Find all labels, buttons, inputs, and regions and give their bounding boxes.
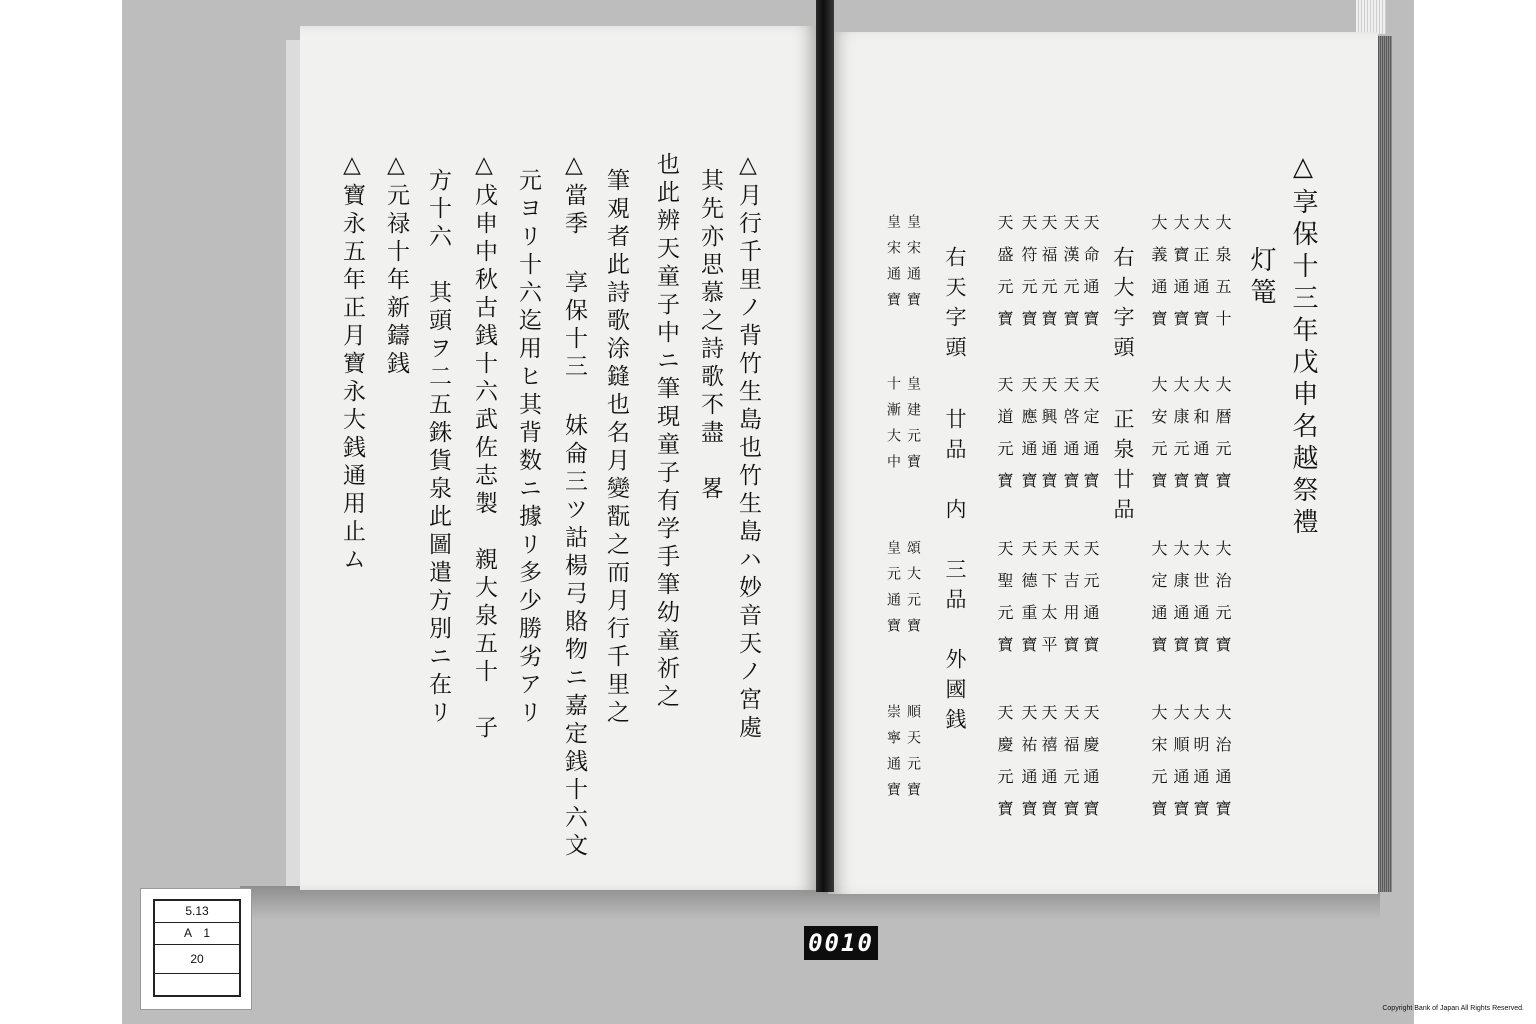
coin-5a: 大寶通寶: [1171, 214, 1190, 342]
catalog-card-line3: 20: [155, 945, 239, 974]
coin-t8a: 天禧通寶: [1039, 704, 1058, 832]
coin-t4a: 天慶通寶: [1081, 704, 1100, 832]
coin-k2a: 皇建元寶: [905, 376, 921, 480]
coin-t8b: 天祐通寶: [1019, 704, 1038, 832]
coin-7a: 大康通寶: [1171, 540, 1190, 668]
coin-t7a: 天下太平: [1039, 540, 1058, 668]
coin-6b: 大安元寶: [1149, 376, 1168, 504]
left-col-6: 元ヨリ十六迄用ヒ其背数ニ據リ多少勝劣アリ: [515, 168, 541, 728]
left-col-3: 筆覌者此詩歌涂鏠也名月變翫之而月行千里之: [603, 168, 629, 728]
coin-t10: 天道元寶: [995, 376, 1014, 504]
coin-1b: 大正通寶: [1191, 214, 1210, 342]
coin-t6b: 天應通寶: [1019, 376, 1038, 504]
copyright-notice: Copyright Bank of Japan All Rights Reserved.: [1382, 1005, 1524, 1012]
left-col-10: △寶永五年正月寶永大銭通用止ム: [339, 152, 365, 575]
left-col-5: △當季 享保十三 妹侖三ツ詁楊弓賂物ニ嘉定銭十六文: [561, 152, 587, 861]
coin-7b: 大定通寶: [1149, 540, 1168, 668]
coin-t5b: 天符元寶: [1019, 214, 1038, 342]
coin-t5a: 天福元寶: [1039, 214, 1058, 342]
coin-t9: 天盛元寶: [995, 214, 1014, 342]
left-col-2: 也此辨天童子中ニ筆現童子有学手筆幼童祈之: [653, 152, 679, 712]
catalog-card-line1: 5.13: [155, 901, 239, 923]
coin-t3a: 天元通寶: [1081, 540, 1100, 668]
coin-5b: 大義通寶: [1149, 214, 1168, 342]
coin-2b: 大和通寶: [1191, 376, 1210, 504]
coin-t7b: 天德重寶: [1019, 540, 1038, 668]
left-col-9: △元禄十年新鑄銭: [383, 152, 409, 379]
coin-k2b: 十漸大中: [885, 376, 901, 480]
coin-t2b: 天啓通寶: [1061, 376, 1080, 504]
frame-number: 0010: [804, 926, 878, 960]
coin-t1a: 天命通寶: [1081, 214, 1100, 342]
heading-daijito: 右大字頭: [1111, 246, 1135, 366]
catalog-card: [140, 888, 252, 1010]
coin-k3b: 皇元通寶: [885, 540, 901, 644]
heading-tenjito-sub: 廿品 内 三品 外國銭: [943, 408, 967, 738]
coin-1a: 大泉五十: [1213, 214, 1232, 342]
catalog-card-frame: [153, 899, 241, 997]
page-edge-top: [1356, 0, 1386, 34]
coin-t3b: 天吉用寶: [1061, 540, 1080, 668]
coin-t12: 天慶元寶: [995, 704, 1014, 832]
coin-6a: 大康元寶: [1171, 376, 1190, 504]
coin-t1b: 天漢元寶: [1061, 214, 1080, 342]
coin-4b: 大明通寶: [1191, 704, 1210, 832]
coin-t11: 天聖元寶: [995, 540, 1014, 668]
heading-tenjito: 右天字頭: [943, 246, 967, 366]
coin-k3a: 頌大元寶: [905, 540, 921, 644]
heading-seisen: 正泉廿品: [1111, 408, 1135, 528]
coin-8b: 大宋元寶: [1149, 704, 1168, 832]
catalog-card-blank: [155, 974, 239, 995]
coin-8a: 大順通寶: [1171, 704, 1190, 832]
right-page-title: △享保十三年戊申名越祭禮: [1288, 152, 1318, 540]
coin-3a: 大治元寶: [1213, 540, 1232, 668]
coin-t2a: 天定通寶: [1081, 376, 1100, 504]
coin-t6a: 天興通寶: [1039, 376, 1058, 504]
coin-3b: 大世通寶: [1191, 540, 1210, 668]
coin-k4a: 順天元寶: [905, 704, 921, 808]
left-col-1: △月行千里ノ背竹生島也竹生島ハ妙音天ノ宮處: [735, 152, 761, 743]
coin-k4b: 崇寧通寶: [885, 704, 901, 808]
coin-k1a: 皇宋通寶: [905, 214, 921, 318]
catalog-card-line2: A 1: [155, 923, 239, 945]
coin-4a: 大治通寶: [1213, 704, 1232, 832]
book-gutter: [816, 0, 834, 892]
right-page-subtitle: 灯篭: [1246, 246, 1276, 310]
coin-t4b: 天福元寶: [1061, 704, 1080, 832]
coin-2a: 大暦元寶: [1213, 376, 1232, 504]
left-col-8: 方十六 其頭ヲ二五銖貨泉此圖遣方別ニ在リ: [425, 168, 451, 728]
left-col-7: △戊申中秋古銭十六武佐志製 親大泉五十 子: [471, 152, 497, 743]
left-col-4: 其先亦思慕之詩歌不盡 畧: [697, 168, 723, 504]
coin-k1b: 皇宋通寶: [885, 214, 901, 318]
